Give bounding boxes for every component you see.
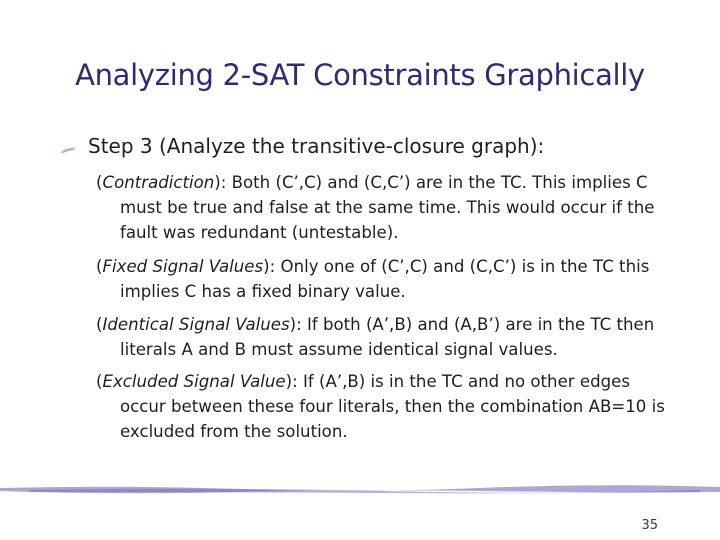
brush-stroke-bullet-icon [60, 146, 76, 154]
paren-open: ( [96, 372, 103, 391]
item-text: ): If (A’,B) is in the TC and no other edges occur between these four literals, then the combination AB=10 is excluded from the solution. [120, 372, 665, 441]
item-term: Identical Signal Values [102, 315, 290, 334]
item-term: Fixed Signal Values [102, 257, 264, 276]
paren-open: ( [96, 173, 103, 192]
sub-item-contradiction [96, 170, 676, 245]
item-text: ): If both (A’,B) and (A,B’) are in the TC then literals A and B must assume identical signal values. [120, 315, 655, 359]
sub-item-excluded-signal-value [96, 369, 676, 444]
paren-open: ( [96, 257, 103, 276]
slide-title: Analyzing 2-SAT Constraints Graphically [75, 58, 645, 92]
step-heading: Step 3 (Analyze the transitive-closure graph): [88, 134, 545, 158]
sub-item-identical-signal-values [96, 312, 676, 362]
page-number: 35 [641, 518, 658, 533]
brush-stroke-divider [0, 480, 720, 500]
item-text: ): Both (C’,C) and (C,C’) are in the TC. This implies C must be true and false at the same time. This would occur if the fault was redundant (untestable). [120, 173, 655, 242]
item-term: Excluded Signal Value [102, 372, 286, 391]
sub-item-fixed-signal-values [96, 254, 676, 304]
paren-open: ( [96, 315, 103, 334]
item-term: Contradiction [102, 173, 215, 192]
item-text: ): Only one of (C’,C) and (C,C’) is in the TC this implies C has a fixed binary value. [120, 257, 650, 301]
